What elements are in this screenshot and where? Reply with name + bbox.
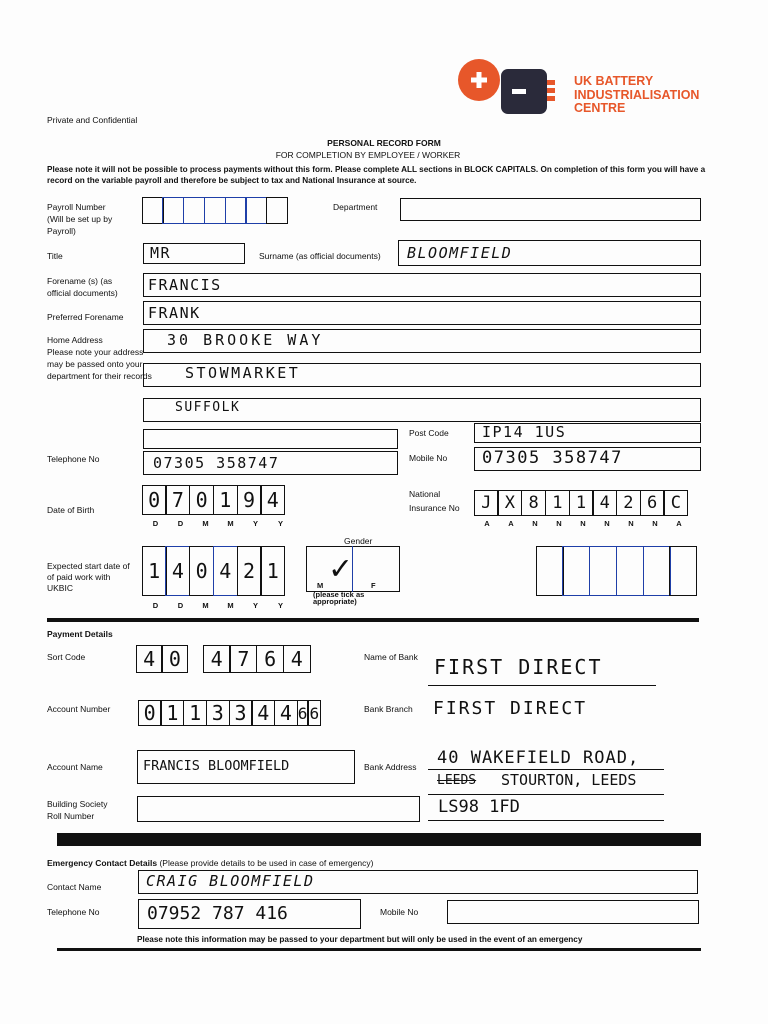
em-telephone-value: 07952 787 416 [147, 903, 288, 924]
bank-address-label: Bank Address [364, 762, 417, 772]
account-number-cell: 1 [160, 700, 184, 726]
confidential-label: Private and Confidential [47, 115, 138, 125]
start-date-label: Expected start date of of paid work with UKBIC [47, 561, 130, 593]
address-line2-value: STOWMARKET [185, 364, 301, 382]
department-label: Department [333, 202, 378, 212]
dob-cell: 9 [237, 485, 262, 515]
gender-tick-mark: ✓ [330, 548, 351, 588]
bank-address-line3-rule [428, 820, 664, 821]
postcode-value: IP14 1US [482, 423, 567, 441]
sort-code-cell: 7 [229, 645, 257, 673]
emergency-heading: Emergency Contact Details (Please provide details to be used in case of emergency) [47, 858, 374, 868]
ni-cell: C [663, 490, 688, 516]
bank-address-line1: 40 WAKEFIELD ROAD, [437, 748, 640, 768]
gender-female-option[interactable]: F [371, 581, 376, 590]
start-date-cell: 2 [237, 546, 262, 596]
sort-code-cell: 6 [256, 645, 284, 673]
bank-name-label: Name of Bank [364, 652, 418, 662]
sort-code-cells-1[interactable] [137, 645, 188, 673]
payroll-number-label: Payroll Number (Will be set up by Payroll) [47, 202, 113, 236]
bank-name-value: FIRST DIRECT [434, 655, 603, 679]
home-address-label: Home Address Please note your address may be passed onto your department for their records [47, 335, 152, 381]
bank-address-line1-rule [428, 769, 664, 770]
start-date-cells[interactable] [143, 546, 285, 596]
form-title: PERSONAL RECORD FORM [327, 138, 441, 148]
account-number-label: Account Number [47, 704, 111, 714]
account-number-cell: 3 [206, 700, 230, 726]
sort-code-cells-2[interactable] [204, 645, 311, 673]
em-mobile-field[interactable] [447, 900, 699, 924]
title-label: Title [47, 251, 63, 261]
sort-code-label: Sort Code [47, 652, 86, 662]
dob-cell: 1 [213, 485, 238, 515]
dob-cell: 4 [260, 485, 285, 515]
ni-cell: 1 [545, 490, 570, 516]
payment-details-heading: Payment Details [47, 629, 113, 639]
start-date-cell: 0 [189, 546, 214, 596]
battery-logo-icon [455, 58, 565, 118]
start-date-format-labels: D D M M Y Y [152, 601, 283, 610]
account-number-cell: 0 [138, 700, 162, 726]
bank-branch-value: FIRST DIRECT [433, 698, 588, 719]
start-date-cell: 1 [142, 546, 167, 596]
address-line3-value: SUFFOLK [175, 400, 241, 415]
dob-cell: 0 [189, 485, 214, 515]
forenames-label: Forename (s) (as official documents) [47, 276, 118, 298]
department-field[interactable] [400, 198, 701, 221]
gender-male-option[interactable]: M [317, 581, 324, 590]
account-number-cells[interactable] [139, 700, 321, 726]
bank-address-line3: LS98 1FD [438, 797, 520, 817]
account-number-cell: 3 [229, 700, 253, 726]
forenames-value: FRANCIS [148, 276, 222, 294]
ni-cell: J [474, 490, 499, 516]
contact-name-value: CRAIG BLOOMFIELD [146, 872, 315, 890]
form-notice: Please note it will not be possible to process payments without this form. Please complete ALL sections in BLOCK CAPITALS. On completion of this form you will have a record on the variable payroll and therefore be subject to tax and National Insurance at source. [47, 165, 706, 185]
dob-format-labels: D D M M Y Y [152, 519, 283, 528]
ukbic-logo [455, 58, 565, 118]
dob-cells[interactable] [143, 485, 285, 515]
contact-name-label: Contact Name [47, 882, 102, 892]
gender-tick-note: (please tick as appropriate) [313, 590, 365, 606]
extra-blank-cells[interactable] [537, 546, 697, 596]
ni-cell: 4 [592, 490, 617, 516]
start-date-cell: 4 [213, 546, 238, 596]
footer-rule [57, 948, 701, 951]
ni-cell: X [497, 490, 522, 516]
em-mobile-label: Mobile No [380, 907, 419, 917]
surname-value: BLOOMFIELD [407, 244, 513, 262]
bank-address-line2: STOURTON, LEEDS [501, 771, 637, 789]
account-name-label: Account Name [47, 762, 103, 772]
address-line1-value: 30 BROOKE WAY [167, 331, 324, 349]
bank-name-line [428, 685, 656, 686]
account-number-cell: 6 [297, 700, 309, 726]
account-name-value: FRANCIS BLOOMFIELD [143, 758, 290, 774]
title-value: MR [150, 244, 172, 262]
ni-label: National Insurance No [409, 489, 460, 513]
preferred-forename-label: Preferred Forename [47, 312, 124, 322]
start-date-cell: 4 [165, 546, 190, 596]
ni-cells[interactable] [475, 490, 688, 516]
telephone-value: 07305 358747 [153, 454, 280, 472]
building-society-field[interactable] [137, 796, 420, 822]
logo-wordmark: UK BATTERY INDUSTRIALISATION CENTRE [574, 74, 700, 115]
account-number-cell: 6 [307, 700, 321, 726]
sort-code-cell: 4 [136, 645, 163, 673]
gender-divider [352, 546, 353, 592]
preferred-forename-field[interactable] [143, 301, 701, 325]
account-number-cell: 4 [274, 700, 298, 726]
section-divider-thick [57, 833, 701, 846]
building-society-label: Building Society Roll Number [47, 799, 108, 821]
dob-label: Date of Birth [47, 505, 95, 515]
bank-address-struck: LEEDS [437, 773, 477, 788]
ni-cell: 6 [640, 490, 665, 516]
sort-code-cell: 0 [161, 645, 188, 673]
telephone-label: Telephone No [47, 454, 100, 464]
bank-branch-label: Bank Branch [364, 704, 413, 714]
preferred-forename-value: FRANK [148, 304, 201, 322]
bank-address-line2-rule [428, 794, 664, 795]
forenames-field[interactable] [143, 273, 701, 297]
ni-format-labels: A A N N N N N N A [484, 519, 682, 528]
surname-label: Surname (as official documents) [259, 251, 381, 261]
start-date-cell: 1 [260, 546, 285, 596]
sort-code-cell: 4 [283, 645, 311, 673]
em-telephone-label: Telephone No [47, 907, 100, 917]
mobile-value: 07305 358747 [482, 448, 623, 468]
footer-note: Please note this information may be passed to your department but will only be used in the event of an emergency [137, 935, 583, 944]
postcode-label: Post Code [409, 428, 449, 438]
ni-cell: 2 [616, 490, 641, 516]
account-number-cell: 1 [183, 700, 207, 726]
dob-cell: 7 [165, 485, 190, 515]
ni-cell: 1 [569, 490, 594, 516]
gender-label: Gender [344, 536, 373, 546]
mobile-label: Mobile No [409, 453, 448, 463]
address-line4-field[interactable] [143, 429, 398, 449]
sort-code-cell: 4 [203, 645, 231, 673]
payroll-number-cells[interactable] [143, 197, 288, 224]
account-number-cell: 4 [251, 700, 275, 726]
section-divider [47, 618, 699, 622]
ni-cell: 8 [521, 490, 546, 516]
dob-cell: 0 [142, 485, 167, 515]
form-subtitle: FOR COMPLETION BY EMPLOYEE / WORKER [275, 150, 461, 160]
